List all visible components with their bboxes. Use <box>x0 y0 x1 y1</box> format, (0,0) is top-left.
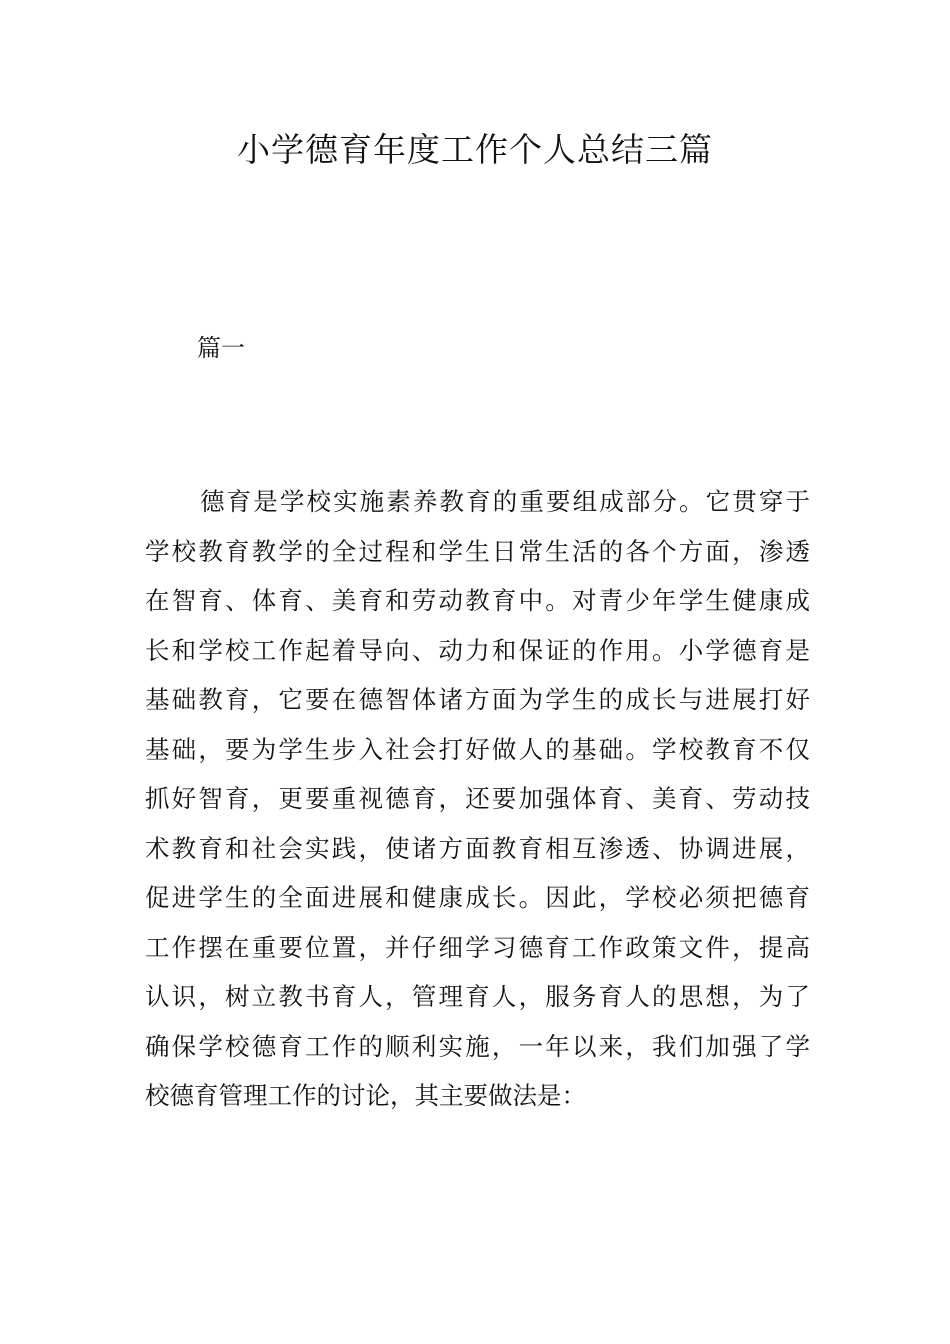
paragraph-line: 学校教育教学的全过程和学生日常生活的各个方面，渗透 <box>145 536 810 566</box>
paragraph-line: 校德育管理工作的讨论，其主要做法是： <box>145 1081 586 1110</box>
section-heading: 篇一 <box>197 334 245 362</box>
body-paragraph <box>145 477 810 1121</box>
paragraph-line: 德育是学校实施素养教育的重要组成部分。它贯穿于 <box>200 487 810 516</box>
paragraph-line: 促进学生的全面进展和健康成长。因此，学校必须把德育 <box>145 883 810 912</box>
paragraph-line: 工作摆在重要位置，并仔细学习德育工作政策文件，提高 <box>145 932 810 962</box>
paragraph-line: 确保学校德育工作的顺利实施，一年以来，我们加强了学 <box>145 1031 810 1061</box>
paragraph-line: 长和学校工作起着导向、动力和保证的作用。小学德育是 <box>145 635 810 665</box>
paragraph-line: 在智育、体育、美育和劳动教育中。对青少年学生健康成 <box>145 586 810 615</box>
paragraph-line: 基础教育，它要在德智体诸方面为学生的成长与进展打好 <box>145 685 810 714</box>
paragraph-line: 认识，树立教书育人，管理育人，服务育人的思想，为了 <box>145 982 810 1011</box>
document-title: 小学德育年度工作个人总结三篇 <box>237 130 713 169</box>
paragraph-line: 基础，要为学生步入社会打好做人的基础。学校教育不仅 <box>145 734 810 764</box>
paragraph-line: 抓好智育，更要重视德育，还要加强体育、美育、劳动技 <box>145 784 810 813</box>
paragraph-line: 术教育和社会实践，使诸方面教育相互渗透、协调进展， <box>145 833 810 863</box>
